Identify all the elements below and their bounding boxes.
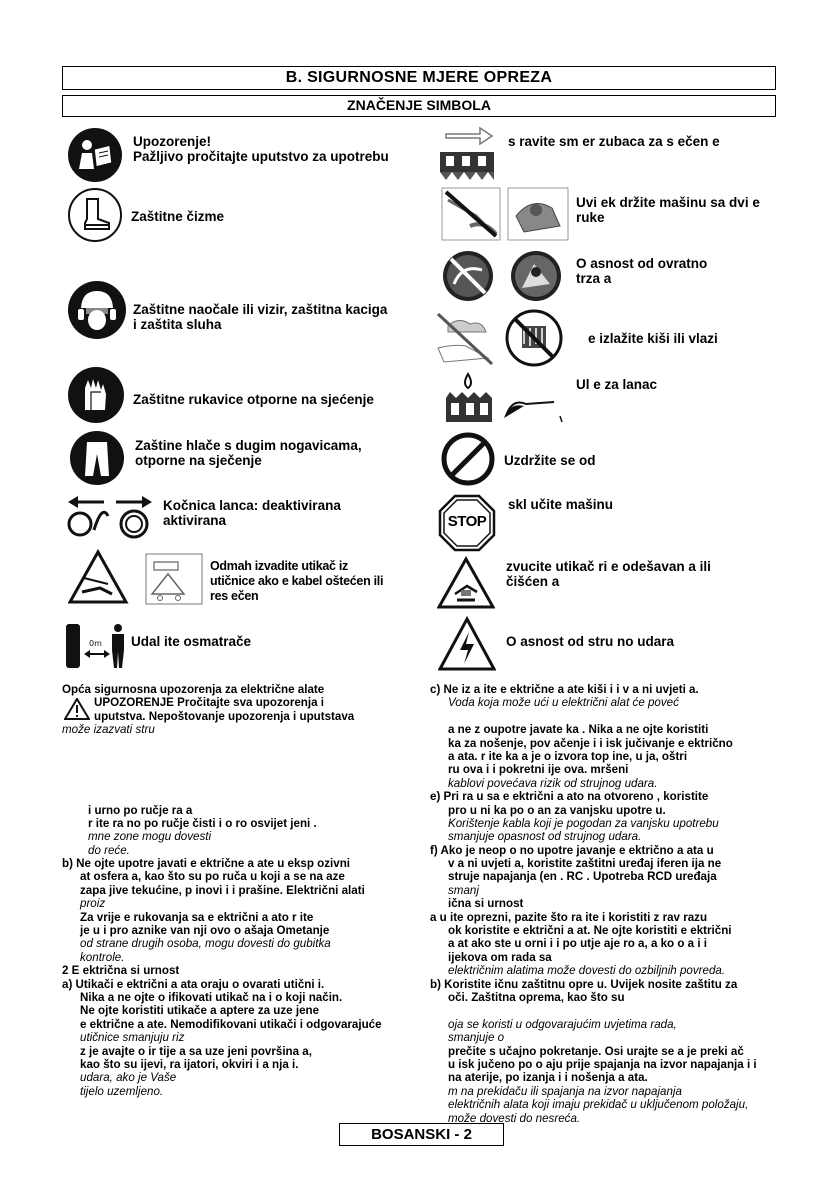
text-line: u isk jučeno po o aju prije spajanja na izvor napajanja i i bbox=[448, 1057, 757, 1071]
protective-trousers-icon bbox=[69, 430, 125, 486]
text-line: Ne ojte koristiti utikače a aptere za uze jene bbox=[80, 1004, 320, 1018]
symbol-text-trousers bbox=[135, 438, 362, 468]
symbol-line: skl učite mašinu bbox=[508, 497, 614, 512]
prohibited-icon bbox=[441, 432, 495, 486]
symbol-line: zvucite utikač ri e odešavan a ili bbox=[506, 559, 711, 574]
text-line: kao što su ijevi, ra ijatori, okviri i a nja i. bbox=[80, 1057, 299, 1071]
electric-shock-icon bbox=[438, 616, 496, 672]
symbol-text-no-rain bbox=[588, 331, 718, 346]
symbol-line: Udal ite osmatrače bbox=[131, 634, 252, 649]
text-line: proiz bbox=[80, 897, 106, 911]
text-line: 2 E ektrična si urnost bbox=[62, 964, 180, 978]
safety-boots-icon bbox=[67, 187, 123, 243]
text-line: može dovesti do nesreća. bbox=[448, 1111, 581, 1125]
text-line: smanj bbox=[448, 883, 479, 897]
symbol-line: s ravite sm er zubaca za s ečen e bbox=[508, 134, 720, 149]
symbol-text-helmet bbox=[133, 302, 387, 332]
text-line: uputstva. Nepoštovanje upozorenja i uputstava bbox=[94, 709, 355, 723]
text-line: z je avajte o ir tije a sa uze jeni površina a, bbox=[80, 1044, 312, 1058]
symbol-line: Ul e za lanac bbox=[576, 377, 658, 392]
text-line bbox=[430, 710, 782, 723]
symbol-text-chain-brake bbox=[163, 498, 341, 528]
read-manual-icon bbox=[67, 127, 123, 183]
text-line: ka za nošenje, pov ačenje i i isk jučivanje e ektrično bbox=[448, 736, 733, 750]
text-line bbox=[62, 737, 414, 750]
text-line: ična si urnost bbox=[448, 897, 524, 911]
symbol-line: ruke bbox=[576, 210, 605, 225]
text-line: pro u ni ka po o an za vanjsku upotre u. bbox=[448, 803, 666, 817]
text-line: kablovi povećava rizik od strujnog udara. bbox=[448, 776, 658, 790]
symbol-line: Zaštitne čizme bbox=[131, 209, 225, 224]
text-line: je u i pro aznike van nji ovo o ašaja Ometanje bbox=[80, 924, 330, 938]
symbol-line: O asnost od stru no udara bbox=[506, 634, 675, 649]
chain-brake-icon bbox=[64, 490, 156, 540]
symbol-line: Zaštitne naočale ili vizir, zaštitna kaciga bbox=[133, 302, 388, 317]
text-line: e ektrične a ate. Nemodifikovani utikači i odgovarajuće bbox=[80, 1017, 382, 1031]
left-text-column bbox=[62, 683, 414, 1098]
text-line: e) Pri ra u sa e ektrični a ato na otvoreno , koristite bbox=[430, 790, 709, 804]
unplug-maintenance-icon bbox=[437, 556, 495, 610]
text-line: Korištenje kabla koji je pogodan za vanjsku upotrebu bbox=[448, 816, 719, 830]
text-line: a ata. r ite ka a je o izvora top ine, u ja, oštri bbox=[448, 749, 688, 763]
text-line: Opća sigurnosna upozorenja za električne alate bbox=[62, 683, 325, 696]
text-line: m na prekidaču ili spajanja na izvor napajanja bbox=[448, 1084, 682, 1098]
text-line: at osfera a, kao što su po ruča u koji a se na aze bbox=[80, 870, 345, 884]
text-line: smanjuje opasnost od strujnog udara. bbox=[448, 830, 642, 844]
symbol-line: res ečen bbox=[210, 589, 259, 603]
symbol-text-bystanders bbox=[131, 634, 251, 649]
svg-text:0m: 0m bbox=[89, 639, 102, 648]
symbol-text-chain-oil bbox=[576, 377, 657, 392]
symbol-line: Zaštitne rukavice otporne na sjećenje bbox=[133, 392, 374, 407]
symbol-text-two-hands bbox=[576, 195, 760, 225]
text-line: a u ite oprezni, pazite što ra ite i koristiti z rav razu bbox=[430, 910, 708, 924]
stop-sign-icon bbox=[438, 494, 496, 552]
text-line: Nika a ne ojte o ifikovati utikač na i o koji način. bbox=[80, 990, 343, 1004]
text-line: zapa jive tekućine, p inovi i i prašine. Električni alati bbox=[80, 883, 365, 897]
text-line: f) Ako je neop o no upotre javanje e ektrično a ata u bbox=[430, 843, 714, 857]
symbol-text-kickback bbox=[576, 256, 707, 286]
text-line bbox=[62, 790, 414, 803]
right-text-column bbox=[430, 683, 782, 1125]
helmet-visor-ear-protection-icon bbox=[67, 280, 127, 340]
symbol-line: trza a bbox=[576, 271, 612, 286]
text-line: mne zone mogu dovesti bbox=[88, 830, 212, 844]
text-line: električnih alata koji imaju prekidač u uključenom položaju, bbox=[448, 1098, 749, 1112]
chain-oil-icon bbox=[442, 372, 568, 430]
text-line: c) Ne iz a ite e ektrične a ate kiši i i v a ni uvjeti a. bbox=[430, 683, 699, 696]
text-line: UPOZORENJE Pročitajte sva upozorenja i bbox=[94, 696, 325, 710]
chain-direction-icon bbox=[436, 124, 498, 184]
symbol-text-unplug-damaged bbox=[210, 559, 383, 604]
symbol-text-read-manual bbox=[133, 134, 389, 164]
text-line: oči. Zaštitna oprema, kao što su bbox=[448, 990, 625, 1004]
section-subtitle: ZNAČENJE SIMBOLA bbox=[62, 95, 776, 117]
symbol-text-stop bbox=[508, 497, 613, 512]
symbol-line: i zaštita sluha bbox=[133, 317, 222, 332]
symbol-text-unplug-maintenance bbox=[506, 559, 711, 589]
two-hands-icon bbox=[440, 186, 570, 242]
protective-gloves-icon bbox=[67, 366, 125, 424]
symbol-line: Odmah izvadite utikač iz bbox=[210, 559, 348, 573]
section-title: B. SIGURNOSNE MJERE OPREZA bbox=[62, 66, 776, 90]
symbol-line: Upozorenje! bbox=[133, 134, 212, 149]
symbol-text-safety-boots bbox=[131, 209, 224, 224]
text-line: na aterije, po izanja i i nošenja a ata. bbox=[448, 1071, 648, 1085]
symbol-text-chain-direction bbox=[508, 134, 720, 149]
text-line: b) Koristite ičnu zaštitnu opre u. Uvijek nosite zaštitu za bbox=[430, 977, 738, 991]
text-line: Za vrije e rukovanja sa e ektrični a ato r ite bbox=[80, 910, 314, 924]
text-line: udara, ako je Vaše bbox=[80, 1071, 177, 1085]
symbol-line: O asnost od ovratno bbox=[576, 256, 708, 271]
symbol-text-prohibited bbox=[504, 453, 596, 468]
text-line: i urno po ručje ra a bbox=[88, 803, 193, 817]
text-line: Voda koja može ući u električni alat će poveć bbox=[448, 696, 679, 710]
symbol-line: Uvi ek držite mašinu sa dvi e bbox=[576, 195, 760, 210]
symbol-line: Zaštine hlače s dugim nogavicama, bbox=[135, 438, 362, 453]
symbol-line: Uzdržite se od bbox=[504, 453, 596, 468]
text-line: oja se koristi u odgovarajućim uvjetima rada, bbox=[448, 1017, 677, 1031]
keep-bystanders-away-icon bbox=[64, 620, 132, 670]
text-line: kontrole. bbox=[80, 950, 125, 964]
text-line: može izazvati stru bbox=[62, 723, 155, 737]
text-line: smanjuje o bbox=[448, 1031, 505, 1045]
unplug-damaged-cable-icon bbox=[68, 548, 204, 606]
no-rain-icon bbox=[434, 308, 564, 368]
kickback-danger-icon bbox=[440, 248, 566, 304]
text-line: v a ni uvjeti a, koristite zaštitni uređaj iferen ija ne bbox=[448, 857, 722, 871]
text-line: utičnice smanjuju riz bbox=[80, 1031, 185, 1045]
symbol-line: Pažljivo pročitajte uputstvo za upotrebu bbox=[133, 149, 389, 164]
symbol-line: otporne na sječenje bbox=[135, 453, 262, 468]
text-line: a at ako ste u orni i i po utje aje ro a, a ko o a i i bbox=[448, 937, 707, 951]
symbol-line: utičnice ako e kabel oštećen ili bbox=[210, 574, 384, 588]
text-line: b) Ne ojte upotre javati e ektrične a ate u eksp ozivni bbox=[62, 857, 350, 871]
page-footer-label: BOSANSKI - 2 bbox=[339, 1123, 504, 1146]
text-line bbox=[430, 1004, 782, 1017]
text-line: ru ova i i pokretni ije ova. mršeni bbox=[448, 763, 629, 777]
text-line: ok koristite e ektrični a at. Ne ojte koristiti e ektrični bbox=[448, 924, 732, 938]
text-line: a) Utikači e ektrični a ata oraju o ovarati utični i. bbox=[62, 977, 325, 991]
text-line: r ite ra no po ručje čisti i o ro osvijet jeni . bbox=[88, 816, 317, 830]
text-line bbox=[62, 777, 414, 790]
symbol-text-electric-shock bbox=[506, 634, 674, 649]
stop-sign-label: STOP bbox=[447, 513, 487, 530]
text-line bbox=[62, 750, 414, 763]
text-line: do reće. bbox=[88, 843, 130, 857]
symbol-line: Kočnica lanca: deaktivirana bbox=[163, 498, 341, 513]
text-line: prečite s učajno pokretanje. Osi urajte se a je preki ač bbox=[448, 1044, 744, 1058]
text-line: od strane drugih osoba, mogu dovesti do gubitka bbox=[80, 937, 331, 951]
text-line: ijekova om rada sa bbox=[448, 950, 552, 964]
symbol-line: e izlažite kiši ili vlazi bbox=[588, 331, 718, 346]
text-line: tijelo uzemljeno. bbox=[80, 1084, 164, 1098]
symbol-line: aktivirana bbox=[163, 513, 227, 528]
symbol-line: čišćen a bbox=[506, 574, 560, 589]
text-line: a ne z oupotre javate ka . Nika a ne ojte koristiti bbox=[448, 723, 709, 737]
text-line bbox=[62, 763, 414, 776]
symbol-text-gloves bbox=[133, 392, 374, 407]
text-line: električnim alatima može dovesti do ozbiljnih povreda. bbox=[448, 964, 726, 978]
text-line: struje napajanja (en . RC . Upotreba RCD uređaja bbox=[448, 870, 717, 884]
